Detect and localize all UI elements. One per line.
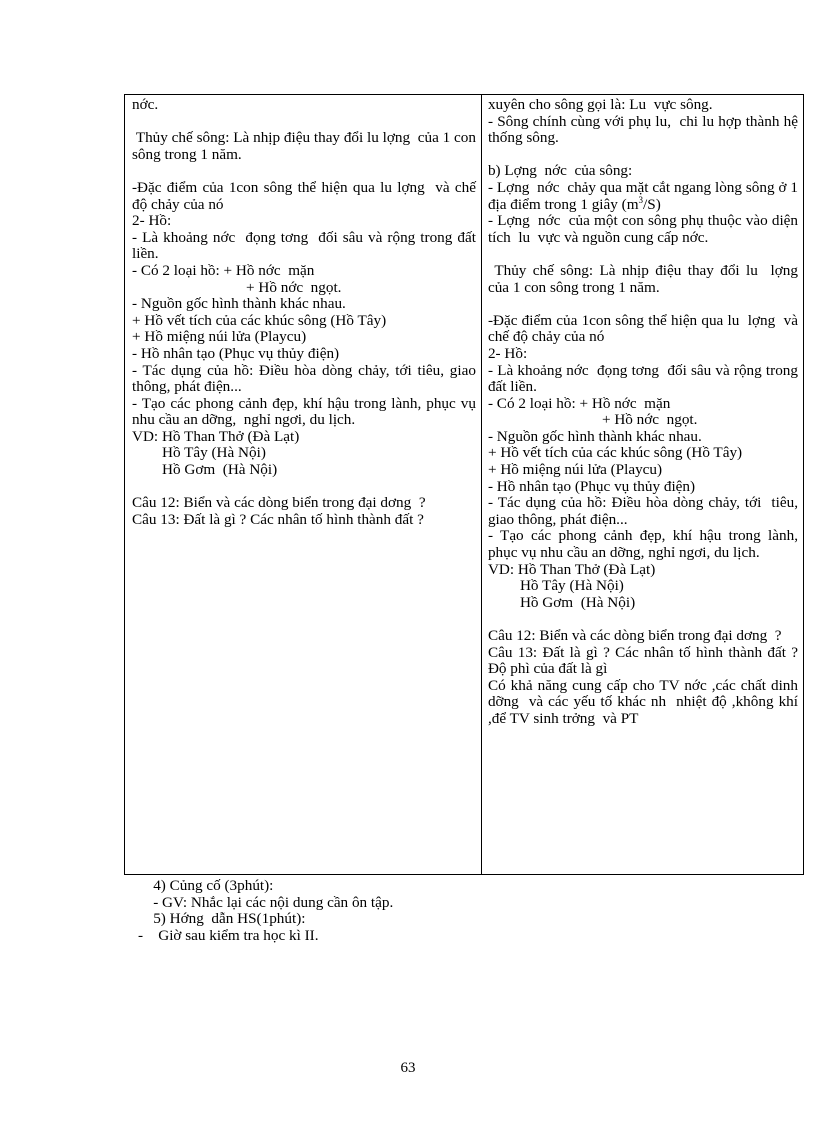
- text-line: VD: Hồ Than Thở (Đà Lạt): [132, 427, 300, 445]
- text-line: - Là khoảng nớc đọng tơng đối sâu và rộng trong đất liền.: [487, 361, 802, 396]
- text-line: nớc.: [132, 96, 159, 113]
- text-line: - Hồ nhân tạo (Phục vụ thủy điện): [132, 344, 340, 362]
- text-line: Câu 12: Biển và các dòng biển trong đại dơng ?: [132, 494, 426, 512]
- text-line: - Tạo các phong cảnh đẹp, khí hậu trong lành, phục vụ nhu cầu an dỡng, nghỉ ngơi, du lịch.: [487, 527, 802, 562]
- table-right-column: [482, 95, 806, 874]
- text-line: b) Lợng nớc của sông:: [487, 162, 633, 180]
- spacer: [132, 114, 476, 131]
- text-line: - Giờ sau kiểm tra học kì II.: [138, 926, 319, 944]
- text-line: - Lợng nớc của một con sông phụ thuộc vào diện tích lu vực và nguồn cung cấp nớc.: [487, 212, 802, 246]
- text-line: + Hồ miệng núi lửa (Playcu): [132, 328, 307, 346]
- text-segment: /S): [643, 195, 661, 213]
- table-left-column: [125, 95, 482, 874]
- text-line: + Hồ miệng núi lửa (Playcu): [487, 461, 663, 479]
- text-line: + Hồ vết tích của các khúc sông (Hồ Tây): [132, 311, 387, 329]
- text-line: -Đặc điểm của 1con sông thể hiện qua lu lợng và chế độ chảy của nó: [132, 178, 480, 213]
- text-line: Thủy chế sông: Là nhịp điệu thay đổi lu lợng của 1 con sông trong 1 năm.: [132, 129, 480, 163]
- spacer: [488, 246, 798, 263]
- text-line: Hồ Tây (Hà Nội): [519, 577, 624, 595]
- text-line: - Sông chính cùng với phụ lu, chi lu hợp thành hệ thống sông.: [487, 112, 802, 147]
- text-line: - Có 2 loại hồ: + Hồ nớc mặn: [487, 394, 671, 412]
- text-line: [487, 178, 802, 213]
- text-line: Câu 12: Biển và các dòng biển trong đại dơng ?: [487, 627, 782, 644]
- spacer: [488, 296, 798, 313]
- superscript: 3: [638, 194, 644, 205]
- text-line: 4) Củng cố (3phút):: [138, 877, 274, 894]
- text-line: 2- Hồ:: [487, 344, 528, 362]
- text-line: - Là khoảng nớc đọng tơng đối sâu và rộng trong đất liền.: [132, 228, 480, 263]
- text-line: Hồ Tây (Hà Nội): [162, 444, 266, 462]
- text-line: - GV: Nhắc lại các nội dung cần ôn tập.: [138, 893, 394, 911]
- text-line: Hồ Gơm (Hà Nội): [162, 461, 278, 479]
- text-line: - Có 2 loại hồ: + Hồ nớc mặn: [132, 261, 315, 279]
- text-line: + Hồ vết tích của các khúc sông (Hồ Tây): [487, 444, 743, 462]
- text-line: + Hồ nớc ngọt.: [246, 278, 342, 296]
- text-line: - Tác dụng của hồ: Điều hòa dòng chảy, tới tiêu, giao thông, phát điện...: [132, 361, 480, 396]
- text-line: Câu 13: Đất là gì ? Các nhân tố hình thành đất ? Độ phì của đất là gì: [487, 643, 802, 678]
- text-segment: - Lợng nớc chảy qua mặt cắt ngang lòng sông ở 1 địa điểm trong 1 giây (m: [487, 178, 802, 213]
- text-line: Hồ Gơm (Hà Nội): [519, 593, 636, 611]
- spacer: [132, 479, 476, 496]
- spacer: [488, 147, 798, 164]
- text-line: 2- Hồ:: [132, 212, 172, 230]
- text-line: -Đặc điểm của 1con sông thể hiện qua lu lợng và chế độ chảy của nó: [487, 311, 802, 346]
- lesson-closing-notes: [138, 878, 393, 944]
- text-line: - Tác dụng của hồ: Điều hòa dòng chảy, tới tiêu, giao thông, phát điện...: [487, 494, 802, 528]
- text-line: - Tạo các phong cảnh đẹp, khí hậu trong lành, phục vụ nhu cầu an dỡng, nghỉ ngơi, du lịch.: [132, 394, 480, 429]
- text-line: + Hồ nớc ngọt.: [601, 411, 698, 429]
- text-line: VD: Hồ Than Thở (Đà Lạt): [487, 560, 656, 578]
- text-line: Thủy chế sông: Là nhịp điệu thay đổi lu lợng của 1 con sông trong 1 năm.: [487, 261, 806, 296]
- text-line: Câu 13: Đất là gì ? Các nhân tố hình thành đất ?: [132, 510, 424, 528]
- page-number: 63: [400, 1060, 416, 1076]
- text-line: 5) Hớng dẫn HS(1phút):: [138, 910, 306, 928]
- spacer: [488, 611, 798, 628]
- text-line: - Nguồn gốc hình thành khác nhau.: [132, 295, 346, 313]
- text-line: - Nguồn gốc hình thành khác nhau.: [487, 427, 702, 445]
- text-line: - Hồ nhân tạo (Phục vụ thủy điện): [487, 477, 696, 495]
- text-line: Có khả năng cung cấp cho TV nớc ,các chất dinh dỡng và các yếu tố khác nh nhiệt độ ,không khí ,để TV sinh trởng và PT: [487, 676, 802, 727]
- spacer: [132, 163, 476, 180]
- lesson-table: [124, 94, 804, 875]
- text-line: xuyên cho sông gọi là: Lu vực sông.: [487, 96, 713, 113]
